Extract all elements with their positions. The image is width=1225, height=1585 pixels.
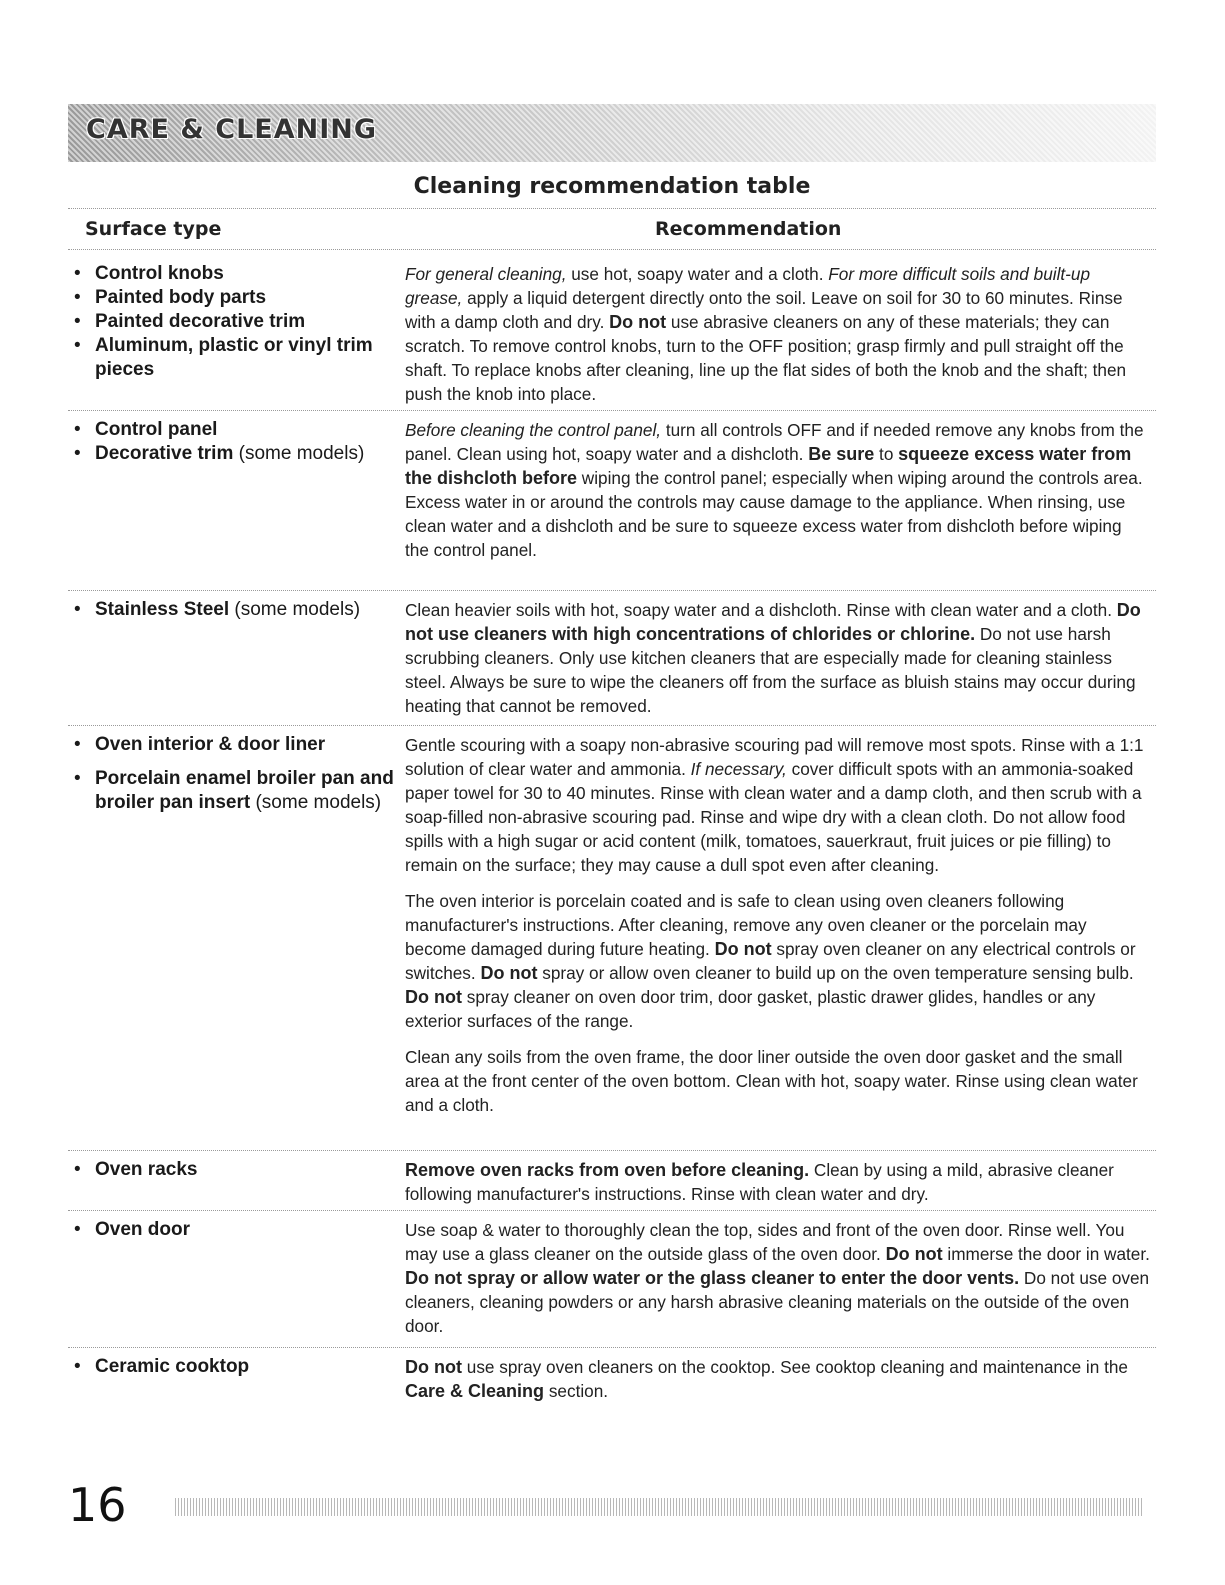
surface-type-item xyxy=(68,334,398,382)
recommendation-paragraph xyxy=(405,598,1150,718)
bold-text: Stainless Steel xyxy=(95,599,230,620)
recommendation-paragraph xyxy=(405,262,1150,406)
bold-text: Painted decorative trim xyxy=(95,311,306,332)
row-divider xyxy=(68,1347,1156,1348)
text-run: immerse the door in water. xyxy=(942,1244,1150,1264)
text-run: spray cleaner on oven door trim, door gasket, plastic drawer glides, handles or any exterior surfaces of the range. xyxy=(405,987,1096,1031)
bold-text: Do not use cleaners with high concentrations of chlorides or chlorine. xyxy=(405,600,1141,644)
bold-text: Oven racks xyxy=(95,1159,198,1180)
table-title: Cleaning recommendation table xyxy=(413,174,811,199)
text-run: use spray oven cleaners on the cooktop. See cooktop cleaning and maintenance in the xyxy=(461,1357,1128,1377)
surface-type-list xyxy=(68,1218,398,1242)
surface-type-list xyxy=(68,1158,398,1182)
bold-text: Oven door xyxy=(95,1219,191,1240)
italic-text: Before cleaning the control panel, xyxy=(405,420,662,440)
footer-bar xyxy=(175,1498,1143,1516)
text-run: spray or allow oven cleaner to build up on the oven temperature sensing bulb. xyxy=(537,963,1134,983)
bold-text: Control knobs xyxy=(95,263,224,284)
text-run: Clean any soils from the oven frame, the door liner outside the oven door gasket and the small area at the front center of the oven bottom. Clean with hot, soapy water. Rinse using clean water and a cloth. xyxy=(405,1047,1138,1115)
page-number: 16 xyxy=(68,1478,127,1532)
text-run: (some models) xyxy=(250,792,382,813)
surface-type-item xyxy=(68,767,398,815)
bold-text: Oven interior & door liner xyxy=(95,734,326,755)
header-rule-top xyxy=(68,208,1156,209)
text-run: Do not use oven cleaners, cleaning powders or any harsh abrasive cleaning materials on the outside of the oven door. xyxy=(405,1268,1150,1336)
bold-text: Control panel xyxy=(95,419,218,440)
recommendation-cell xyxy=(405,1355,1150,1415)
text-run: Gentle scouring with a soapy non-abrasive scouring pad will remove most spots. Rinse with a 1:1 solution of clear water and ammonia. xyxy=(405,735,1144,779)
text-run: use abrasive cleaners on any of these materials; they can scratch. To remove control knobs, turn to the OFF position; grasp firmly and pull straight off the shaft. To replace knobs after cleaning, line up the flat sides of both the knob and the shaft; then push the knob into place. xyxy=(405,312,1127,404)
recommendation-cell xyxy=(405,1218,1150,1350)
surface-type-item xyxy=(68,262,398,286)
text-run: to xyxy=(874,444,899,464)
surface-type-item xyxy=(68,442,398,466)
recommendation-paragraph xyxy=(405,1218,1150,1338)
text-run: apply a liquid detergent directly onto the soil. Leave on soil for 30 to 60 minutes. Rinse with a damp cloth and dry. xyxy=(405,288,1123,332)
bold-text: Do not xyxy=(405,1357,462,1377)
recommendation-paragraph xyxy=(405,889,1150,1033)
text-run: Clean by using a mild, abrasive cleaner following manufacturer's instructions. Rinse with clean water and dry. xyxy=(405,1160,1114,1204)
text-run: Clean heavier soils with hot, soapy water and a dishcloth. Rinse with clean water and a cloth. xyxy=(405,600,1117,620)
italic-text: For more difficult soils and built-up grease, xyxy=(405,264,1091,308)
bold-text: Painted body parts xyxy=(95,287,267,308)
row-divider xyxy=(68,410,1156,411)
section-title: CARE & CLEANING xyxy=(86,114,378,145)
recommendation-paragraph xyxy=(405,1355,1150,1403)
recommendation-paragraph xyxy=(405,1158,1150,1206)
recommendation-cell xyxy=(405,262,1150,418)
row-divider xyxy=(68,1150,1156,1151)
surface-type-item xyxy=(68,286,398,310)
surface-type-list xyxy=(68,598,398,622)
bold-text: Do not xyxy=(405,987,462,1007)
header-rule-bottom xyxy=(68,249,1156,250)
surface-type-item xyxy=(68,1218,398,1242)
bold-text: Ceramic cooktop xyxy=(95,1356,250,1377)
text-run: Use soap & water to thoroughly clean the top, sides and front of the oven door. Rinse well. You may use a glass cleaner on the outside glass of the oven door. xyxy=(405,1220,1125,1264)
bold-text: Do not spray or allow water or the glass cleaner to enter the door vents. xyxy=(405,1268,1020,1288)
section-banner xyxy=(68,104,1156,162)
surface-type-item xyxy=(68,1355,398,1379)
column-header-surface: Surface type xyxy=(85,218,222,240)
surface-type-item xyxy=(68,1158,398,1182)
bold-text: Do not xyxy=(480,963,538,983)
bold-text: Decorative trim xyxy=(95,443,234,464)
bold-text: Be sure xyxy=(808,444,875,464)
recommendation-cell xyxy=(405,418,1150,574)
recommendation-paragraph xyxy=(405,418,1150,562)
recommendation-paragraph xyxy=(405,733,1150,877)
text-run: (some models) xyxy=(229,599,361,620)
text-run: cover difficult spots with an ammonia-soaked paper towel for 30 to 40 minutes. Rinse with clean water and a damp cloth, and then scrub with a soap-filled non-abrasive scouring pad. Rinse and wipe dry with a clean cloth. Do not allow food spills with a high sugar or acid content (milk, tomatoes, sauerkraut, fruit juices or pie filling) to remain on the surface; they may cause a dull spot even after cleaning. xyxy=(405,759,1142,875)
column-header-recommendation: Recommendation xyxy=(655,218,842,240)
surface-type-item xyxy=(68,310,398,334)
surface-type-item xyxy=(68,418,398,442)
surface-type-list xyxy=(68,1355,398,1379)
bold-text: Porcelain enamel broiler pan and broiler pan insert xyxy=(95,768,394,813)
recommendation-paragraph xyxy=(405,1045,1150,1117)
row-divider xyxy=(68,1210,1156,1211)
text-run: use hot, soapy water and a cloth. xyxy=(566,264,829,284)
text-run: Do not use harsh scrubbing cleaners. Only use kitchen cleaners that are especially made for cleaning stainless steel. Always be sure to wipe the cleaners off from the surface as bluish stains may occur during heating that cannot be removed. xyxy=(405,624,1136,716)
row-divider xyxy=(68,725,1156,726)
text-run: (some models) xyxy=(233,443,365,464)
text-run: spray oven cleaner on any electrical controls or switches. xyxy=(405,939,1136,983)
surface-type-item xyxy=(68,598,398,622)
text-run: The oven interior is porcelain coated and is safe to clean using oven cleaners following manufacturer's instructions. After cleaning, remove any oven cleaner or the porcelain may become damaged during future heating. xyxy=(405,891,1087,959)
bold-text: Aluminum, plastic or vinyl trim pieces xyxy=(95,335,373,380)
surface-type-list xyxy=(68,418,398,466)
italic-text: For general cleaning, xyxy=(405,264,567,284)
bold-text: Remove oven racks from oven before cleaning. xyxy=(405,1160,810,1180)
text-run: section. xyxy=(544,1381,609,1401)
recommendation-cell xyxy=(405,1158,1150,1218)
recommendation-cell xyxy=(405,598,1150,730)
bold-text: Do not xyxy=(609,312,667,332)
italic-text: If necessary, xyxy=(690,759,787,779)
surface-type-list xyxy=(68,262,398,382)
bold-text: Do not xyxy=(885,1244,943,1264)
row-divider xyxy=(68,590,1156,591)
surface-type-list xyxy=(68,733,398,815)
bold-text: Do not xyxy=(714,939,772,959)
bold-text: Care & Cleaning xyxy=(405,1381,545,1401)
text-run: turn all controls OFF and if needed remove any knobs from the panel. Clean using hot, soapy water and a dishcloth. xyxy=(405,420,1144,464)
recommendation-cell xyxy=(405,733,1150,1129)
bold-text: squeeze excess water from the dishcloth before xyxy=(405,444,1132,488)
text-run: wiping the control panel; especially when wiping around the controls area. Excess water in or around the controls may cause damage to the appliance. When rinsing, use clean water and a dishcloth and be sure to squeeze excess water from dishcloth before wiping the control panel. xyxy=(405,468,1143,560)
surface-type-item xyxy=(68,733,398,757)
